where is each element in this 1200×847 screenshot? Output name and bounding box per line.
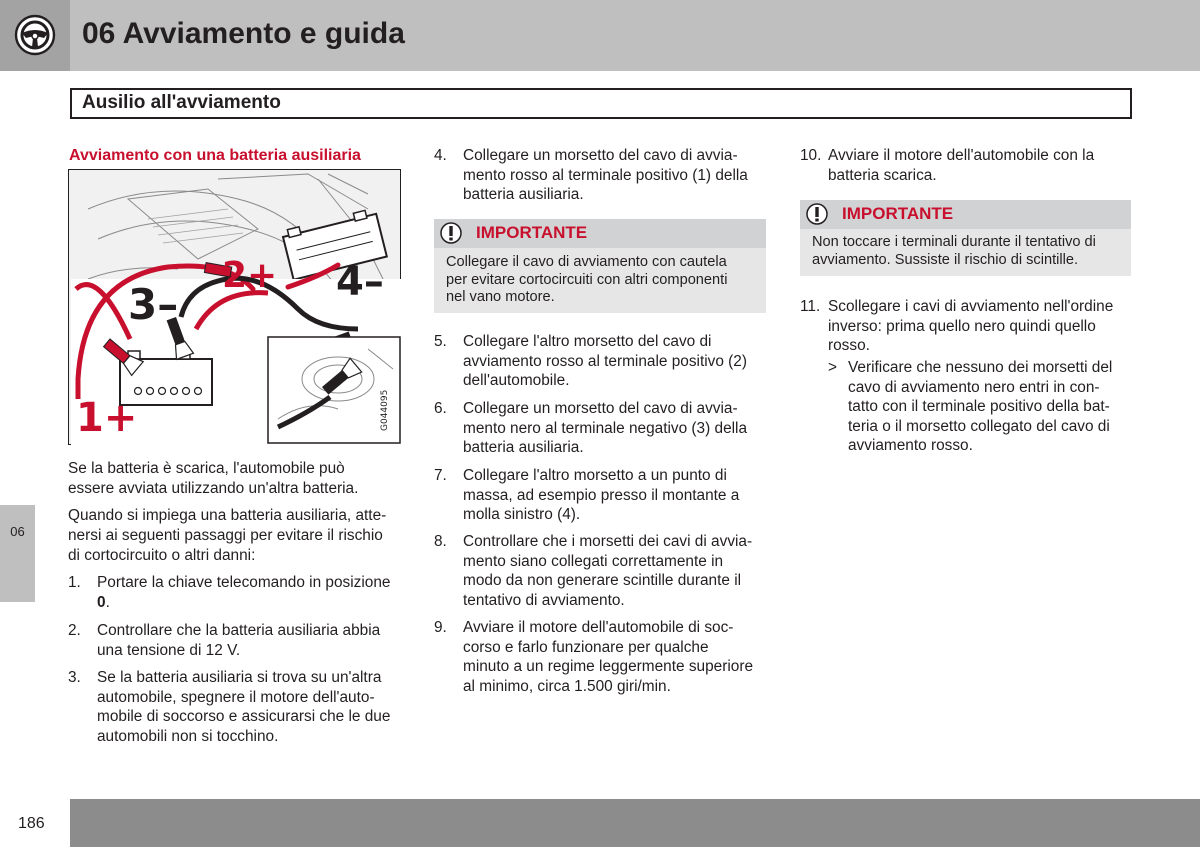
step-5 [434,332,774,396]
step-7 [434,466,774,530]
step-number: 11. [800,298,821,315]
step-text [97,668,390,746]
section-title-box [70,88,1132,119]
step-line: Collegare un morsetto del cavo di avvia- [463,400,738,417]
step-text [828,297,1113,356]
step-11 [800,297,1145,361]
step-line: Scollegare i cavi di avviamento nell'ordine [828,298,1114,315]
warning-text [446,254,727,307]
subheading: Avviamento con una batteria ausiliaria [69,147,361,164]
step-number: 6. [434,400,447,417]
step-8 [434,532,774,614]
warning-header [434,219,766,248]
step-line: Portare la chiave telecomando in posizione [97,574,391,591]
step-number: 7. [434,467,447,484]
step-line: Collegare l'altro morsetto del cavo di [463,333,712,350]
note-line: di cortocircuito o altri danni: [68,547,256,564]
exclamation-icon [806,203,828,225]
step-1 [68,573,408,617]
step-line: modo da non generare scintille durante il [463,572,742,590]
step-line: automobili non si tocchino. [97,727,279,745]
warning-line: avviamento. Sussiste il rischio di scintille. [812,251,1079,268]
sub-bullet-marker: > [828,359,837,376]
step-line: mobile di soccorso e assicurarsi che le due [97,708,391,726]
step-10 [800,146,1140,190]
step-number: 8. [434,533,447,550]
warning-box [434,219,766,313]
step-line: minuto a un regime leggermente superiore [463,658,754,676]
step-line: Se la batteria ausiliaria si trova su un'altra [97,669,382,686]
step-4 [434,146,774,210]
step-number: 1. [68,574,81,591]
step-line: al minimo, circa 1.500 giri/min. [463,677,671,695]
step-line: tentativo di avviamento. [463,591,625,609]
side-tab-label: 06 [10,524,25,539]
step-text [463,532,752,610]
step-text [463,146,748,205]
note-paragraph [68,506,386,566]
figure-label-2: 2+ [222,255,278,296]
step-number: 2. [68,622,81,639]
step-number: 3. [68,669,81,686]
step-line: Avviare il motore dell'automobile con la [828,147,1095,164]
step-number: 10. [800,147,822,164]
step-text [463,618,753,696]
note-line: Quando si impiega una batteria ausiliaria, atte- [68,507,387,524]
step-line: dell'automobile. [463,372,570,390]
step-line: automobile, spegnere il motore dell'auto- [97,688,375,706]
step-line: una tensione di 12 V. [97,641,241,659]
chapter-title: 06 Avviamento e guida [82,17,405,50]
step-6 [434,399,774,463]
warning-title: IMPORTANTE [842,204,954,223]
chapter-side-tab[interactable] [0,505,35,602]
step-text [97,573,390,612]
sub-bullet [828,358,1138,458]
figure-label-4: 4– [336,259,384,305]
exclamation-icon [440,222,462,244]
warning-line: per evitare cortocircuiti con altri componenti [446,271,728,288]
note-line: nersi ai seguenti passaggi per evitare il rischio [68,527,383,544]
section-title: Ausilio all'avviamento [82,92,281,113]
warning-text [812,234,1096,269]
warning-line: nel vano motore. [446,289,555,305]
warning-title: IMPORTANTE [476,223,588,242]
warning-header [800,200,1131,229]
intro-line: essere avviata utilizzando un'altra batteria. [68,480,359,497]
header-icon-block [0,0,70,71]
page-number: 186 [18,815,45,832]
step-number: 4. [434,147,447,164]
step-text [463,332,747,391]
step-line [97,593,390,613]
step-line: inverso: prima quello nero quindi quello [828,317,1096,335]
figure-label-3: 3– [128,280,179,329]
sub-bullet-line: teria o il morsetto collegato del cavo di [848,417,1110,435]
step-3 [68,668,408,752]
step-line: Controllare che i morsetti dei cavi di avvia- [463,533,753,550]
step-line: mento nero al terminale negativo (3) della [463,419,748,437]
step-9 [434,618,774,700]
step-text [828,146,1094,185]
jump-start-illustration [68,169,401,445]
step-line: molla sinistro (4). [463,506,581,524]
warning-line: Non toccare i terminali durante il tentativo di [812,234,1096,250]
step-line: rosso. [828,337,870,355]
step-2 [68,621,408,665]
step-line: Collegare un morsetto del cavo di avvia- [463,147,738,164]
step-line: mento siano collegati correttamente in [463,552,724,570]
step-line: massa, ad esempio presso il montante a [463,486,740,504]
step-text [97,621,380,660]
warning-box [800,200,1131,276]
steering-wheel-icon [14,14,56,56]
figure-code: G044095 [380,389,390,431]
step-line: mento rosso al terminale positivo (1) della [463,166,748,184]
step-number: 9. [434,619,447,636]
step-number: 5. [434,333,447,350]
step-line: corso e farlo funzionare per qualche [463,638,709,656]
intro-line: Se la batteria è scarica, l'automobile può [68,460,345,477]
step-tail: . [105,593,110,611]
step-line: Collegare l'altro morsetto a un punto di [463,467,727,484]
step-text [463,399,747,458]
step-line: Controllare che la batteria ausiliaria abbia [97,622,381,639]
step-bold-value: 0 [97,593,106,611]
sub-bullet-line: avviamento rosso. [848,437,973,455]
sub-bullet-line: tatto con il terminale positivo della bat- [848,398,1110,416]
figure-label-1: 1+ [76,395,138,441]
sub-bullet-line: Verificare che nessuno dei morsetti del [848,359,1113,376]
sub-bullet-text [848,358,1112,456]
footer-bar [70,799,1200,847]
intro-paragraph [68,459,358,499]
warning-line: Collegare il cavo di avviamento con cautela [446,254,727,270]
step-line: avviamento rosso al terminale positivo (2) [463,352,747,370]
step-line: batteria ausiliaria. [463,186,584,204]
step-line: Avviare il motore dell'automobile di soc- [463,619,734,636]
step-text [463,466,739,525]
sub-bullet-line: cavo di avviamento nero entri in con- [848,378,1100,396]
step-line: batteria scarica. [828,166,937,184]
step-line: batteria ausiliaria. [463,439,584,457]
